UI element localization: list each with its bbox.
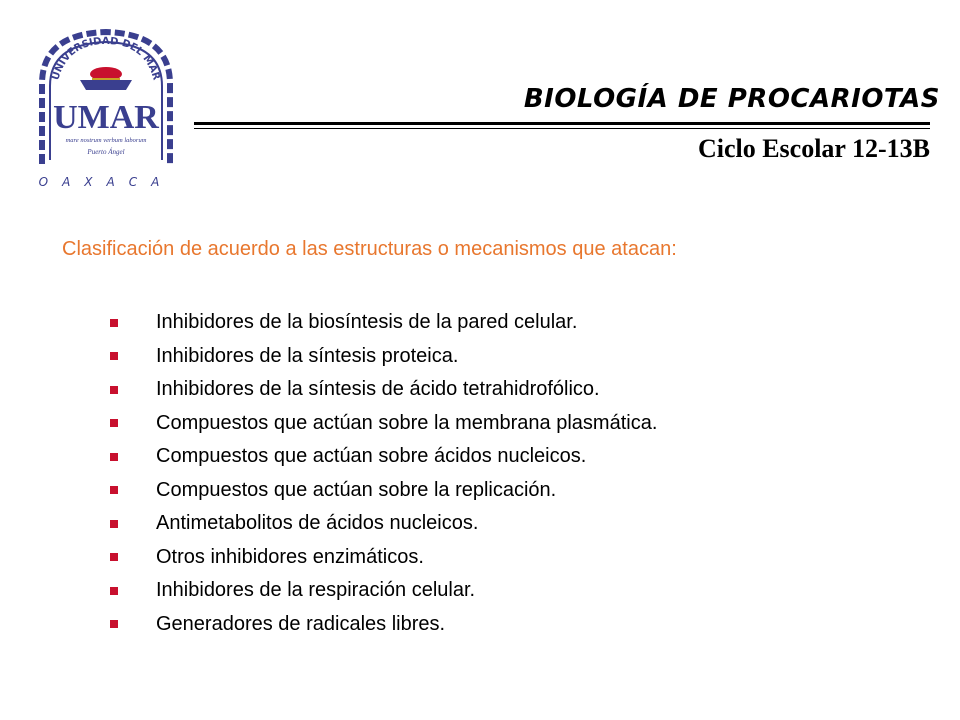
- list-item: [110, 340, 657, 374]
- list-item: [110, 507, 657, 541]
- square-bullet-icon: [110, 386, 118, 394]
- list-item-text: Inhibidores de la síntesis proteica.: [156, 344, 459, 367]
- square-bullet-icon: [110, 352, 118, 360]
- seal-arc-text: UNIVERSIDAD DEL MAR: [50, 35, 162, 82]
- square-bullet-icon: [110, 419, 118, 427]
- square-bullet-icon: [110, 486, 118, 494]
- seal-state: OAXACA: [38, 175, 174, 189]
- list-item-text: Compuestos que actúan sobre ácidos nucleicos.: [156, 445, 587, 468]
- list-item-text: Compuestos que actúan sobre la membrana plasmática.: [156, 411, 658, 434]
- page-title: BIOLOGÍA DE PROCARIOTAS: [523, 84, 940, 114]
- university-seal-icon: [22, 14, 190, 194]
- list-item-text: Otros inhibidores enzimáticos.: [156, 545, 424, 568]
- list-item-text: Inhibidores de la biosíntesis de la pared celular.: [156, 311, 578, 334]
- square-bullet-icon: [110, 620, 118, 628]
- list-item-text: Antimetabolitos de ácidos nucleicos.: [156, 512, 479, 535]
- list-item: [110, 474, 657, 508]
- square-bullet-icon: [110, 520, 118, 528]
- section-subtitle: Clasificación de acuerdo a las estructuras o mecanismos que atacan:: [62, 238, 677, 260]
- title-rule-thin: [194, 128, 930, 129]
- square-bullet-icon: [110, 587, 118, 595]
- list-item: [110, 306, 657, 340]
- seal-location: Puerto Ángel: [87, 148, 125, 156]
- seal-motto: mare nostrum verbum laborum: [65, 137, 147, 144]
- list-item-text: Generadores de radicales libres.: [156, 612, 446, 635]
- list-item: [110, 407, 657, 441]
- title-rule-thick: [194, 122, 930, 125]
- seal-monogram: UMAR: [53, 99, 159, 136]
- list-item-text: Inhibidores de la síntesis de ácido tetrahidrofólico.: [156, 378, 600, 401]
- list-item: [110, 574, 657, 608]
- square-bullet-icon: [110, 319, 118, 327]
- list-item: [110, 541, 657, 575]
- list-item: [110, 373, 657, 407]
- list-item-text: Inhibidores de la respiración celular.: [156, 579, 476, 602]
- list-item-text: Compuestos que actúan sobre la replicación.: [156, 478, 557, 501]
- school-cycle: Ciclo Escolar 12-13B: [697, 134, 930, 163]
- square-bullet-icon: [110, 453, 118, 461]
- classification-list: [110, 306, 657, 641]
- list-item: [110, 440, 657, 474]
- list-item: [110, 608, 657, 642]
- square-bullet-icon: [110, 553, 118, 561]
